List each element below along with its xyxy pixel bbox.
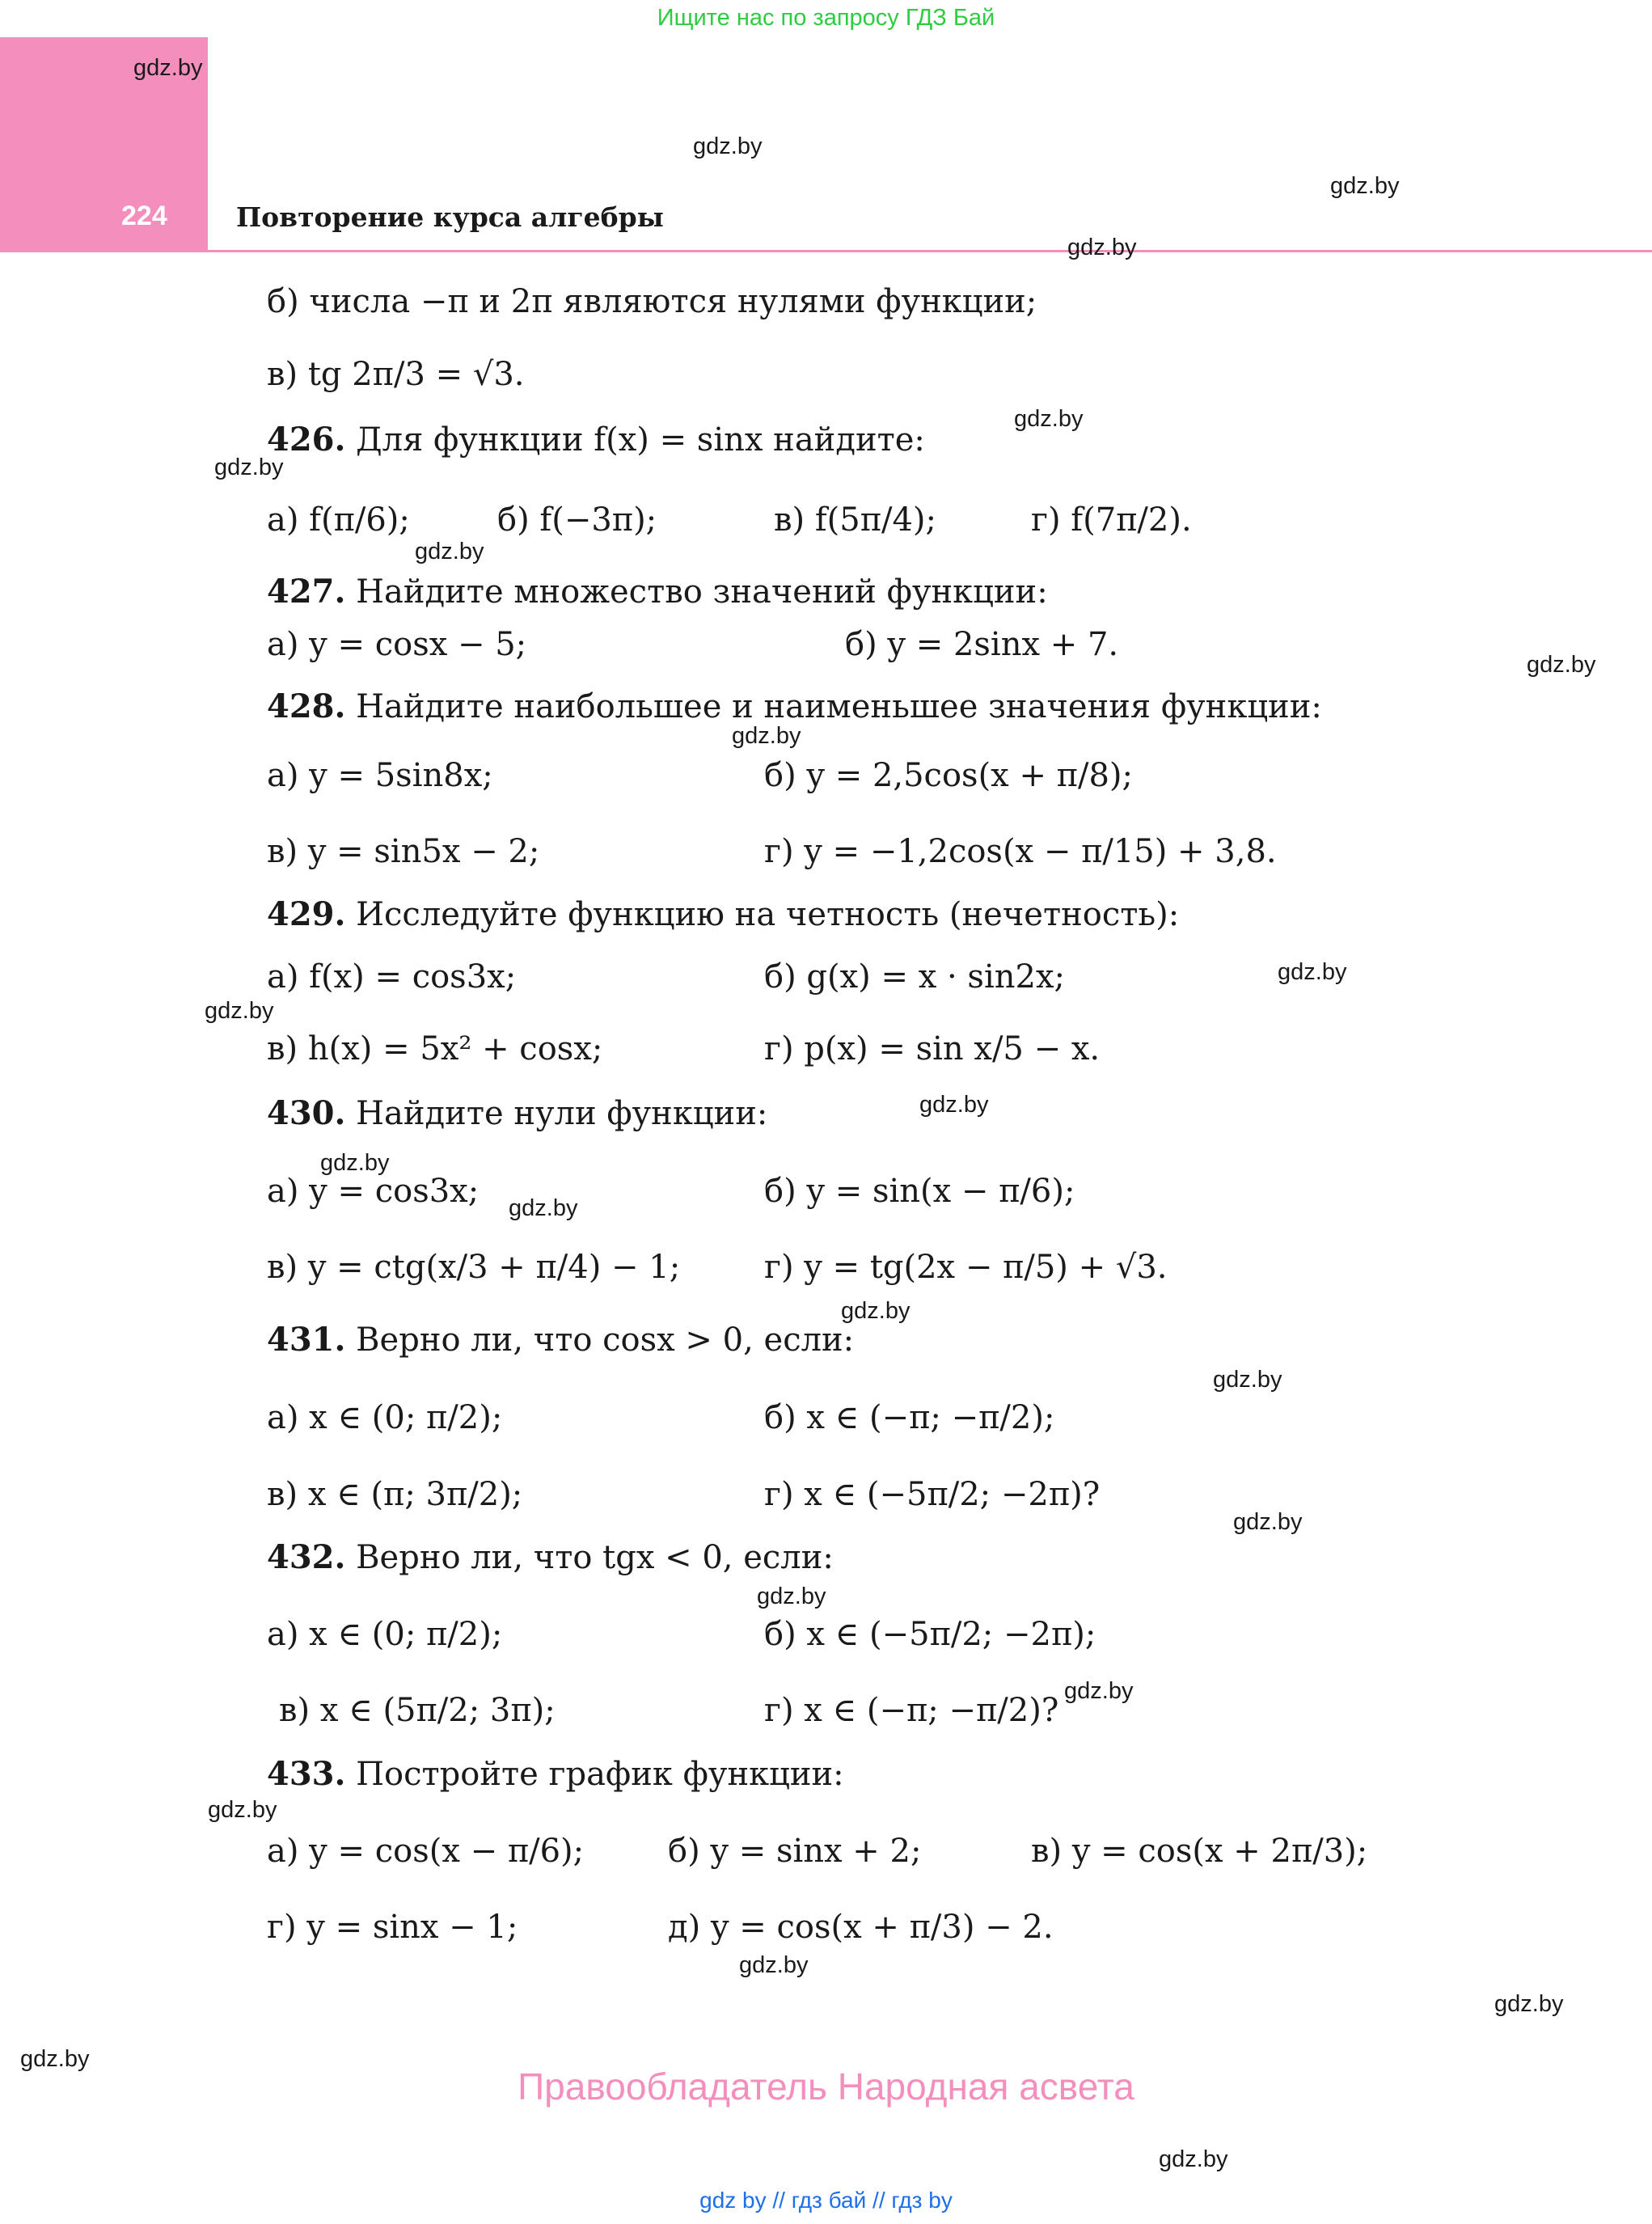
exercise-text: Найдите множество значений функции:	[356, 573, 1048, 611]
item: а) y = cosx − 5;	[267, 626, 527, 663]
item: г) y = tg(2x − π/5) + √3.	[764, 1249, 1168, 1286]
item: г) x ∈ (−π; −π/2)?	[764, 1692, 1059, 1729]
header-rule	[208, 250, 1652, 252]
watermark: gdz.by	[1064, 1678, 1134, 1704]
item: в) y = cos(x + 2π/3);	[1031, 1833, 1368, 1870]
watermark: gdz.by	[320, 1150, 390, 1176]
item: б) y = sinx + 2;	[668, 1833, 922, 1870]
item: в) y = sin5x − 2;	[267, 833, 540, 870]
watermark: gdz.by	[693, 133, 763, 159]
item: а) y = 5sin8x;	[267, 757, 493, 794]
exercise-429	[267, 895, 1179, 933]
exercise-430	[267, 1094, 767, 1132]
item: а) x ∈ (0; π/2);	[267, 1399, 503, 1436]
exercise-text: Верно ли, что tgx < 0, если:	[356, 1539, 834, 1576]
exercise-428	[267, 687, 1322, 725]
item: а) x ∈ (0; π/2);	[267, 1616, 503, 1653]
text-line: в) tg 2π/3 = √3.	[267, 356, 525, 393]
exercise-426	[267, 421, 925, 459]
item: г) x ∈ (−5π/2; −2π)?	[764, 1476, 1101, 1513]
watermark: gdz.by	[1159, 2146, 1228, 2172]
item: а) f(x) = cos3x;	[267, 958, 517, 996]
watermark: gdz.by	[415, 539, 484, 564]
item: б) y = 2,5cos(x + π/8);	[764, 757, 1133, 794]
exercise-text: Исследуйте функцию на четность (нечетность):	[356, 896, 1180, 933]
item: а) y = cos(x − π/6);	[267, 1833, 585, 1870]
watermark: gdz.by	[919, 1092, 989, 1118]
item: г) p(x) = sin x/5 − x.	[764, 1030, 1101, 1068]
item: б) x ∈ (−π; −π/2);	[764, 1399, 1055, 1436]
watermark: gdz.by	[1213, 1367, 1282, 1393]
item: г) f(7π/2).	[1031, 501, 1192, 539]
item: б) y = 2sinx + 7.	[845, 626, 1119, 663]
exercise-number: 429.	[267, 895, 346, 933]
watermark: gdz.by	[208, 1797, 277, 1823]
watermark: gdz.by	[732, 723, 801, 749]
watermark: gdz.by	[841, 1298, 911, 1324]
exercise-text: Для функции f(x) = sinx найдите:	[356, 421, 925, 459]
top-note: Ищите нас по запросу ГДЗ Бай	[657, 5, 995, 31]
exercise-number: 431.	[267, 1321, 346, 1359]
item: б) x ∈ (−5π/2; −2π);	[764, 1616, 1096, 1653]
item: в) f(5π/4);	[774, 501, 936, 539]
watermark: gdz.by	[1014, 406, 1084, 432]
watermark: gdz.by	[214, 455, 284, 480]
watermark: gdz.by	[133, 55, 203, 81]
exercise-text: Верно ли, что cosx > 0, если:	[356, 1321, 855, 1359]
item: б) y = sin(x − π/6);	[764, 1173, 1075, 1210]
watermark: gdz.by	[739, 1952, 809, 1978]
watermark: gdz.by	[20, 2046, 90, 2072]
item: б) f(−3π);	[497, 501, 657, 539]
exercise-number: 430.	[267, 1094, 346, 1132]
exercise-text: Постройте график функции:	[356, 1756, 844, 1793]
exercise-number: 432.	[267, 1538, 346, 1576]
item: а) f(π/6);	[267, 501, 410, 539]
item: д) y = cos(x + π/3) − 2.	[668, 1909, 1054, 1946]
exercise-number: 427.	[267, 573, 346, 611]
item: в) x ∈ (π; 3π/2);	[267, 1476, 523, 1513]
watermark: gdz.by	[1278, 959, 1347, 985]
exercise-427	[267, 573, 1048, 611]
item: а) y = cos3x;	[267, 1173, 480, 1210]
exercise-433	[267, 1755, 844, 1793]
watermark: gdz.by	[1494, 1991, 1564, 2017]
copyright-notice: Правообладатель Народная асвета	[518, 2065, 1134, 2108]
watermark: gdz.by	[1233, 1509, 1303, 1535]
watermark: gdz.by	[509, 1195, 578, 1221]
exercise-431	[267, 1321, 854, 1359]
watermark: gdz.by	[205, 998, 274, 1024]
footer-links[interactable]: gdz by // гдз бай // гдз by	[699, 2188, 953, 2213]
watermark: gdz.by	[1527, 652, 1596, 678]
exercise-432	[267, 1538, 834, 1576]
exercise-text: Найдите наибольшее и наименьшее значения функции:	[356, 688, 1322, 725]
item: б) g(x) = x · sin2x;	[764, 958, 1065, 996]
item: в) y = ctg(x/3 + π/4) − 1;	[267, 1249, 681, 1286]
item: в) h(x) = 5x² + cosx;	[267, 1030, 603, 1068]
watermark: gdz.by	[1067, 235, 1137, 260]
item: г) y = sinx − 1;	[267, 1909, 518, 1946]
item: в) x ∈ (5π/2; 3π);	[279, 1692, 556, 1729]
header-title: Повторение курса алгебры	[236, 201, 664, 233]
text-line: б) числа −π и 2π являются нулями функции;	[267, 283, 1037, 320]
item: г) y = −1,2cos(x − π/15) + 3,8.	[764, 833, 1277, 870]
exercise-number: 426.	[267, 421, 346, 459]
exercise-text: Найдите нули функции:	[356, 1095, 768, 1132]
exercise-number: 433.	[267, 1755, 346, 1793]
page-number: 224	[121, 201, 167, 231]
exercise-number: 428.	[267, 687, 346, 725]
watermark: gdz.by	[1330, 173, 1400, 199]
watermark: gdz.by	[757, 1583, 826, 1609]
